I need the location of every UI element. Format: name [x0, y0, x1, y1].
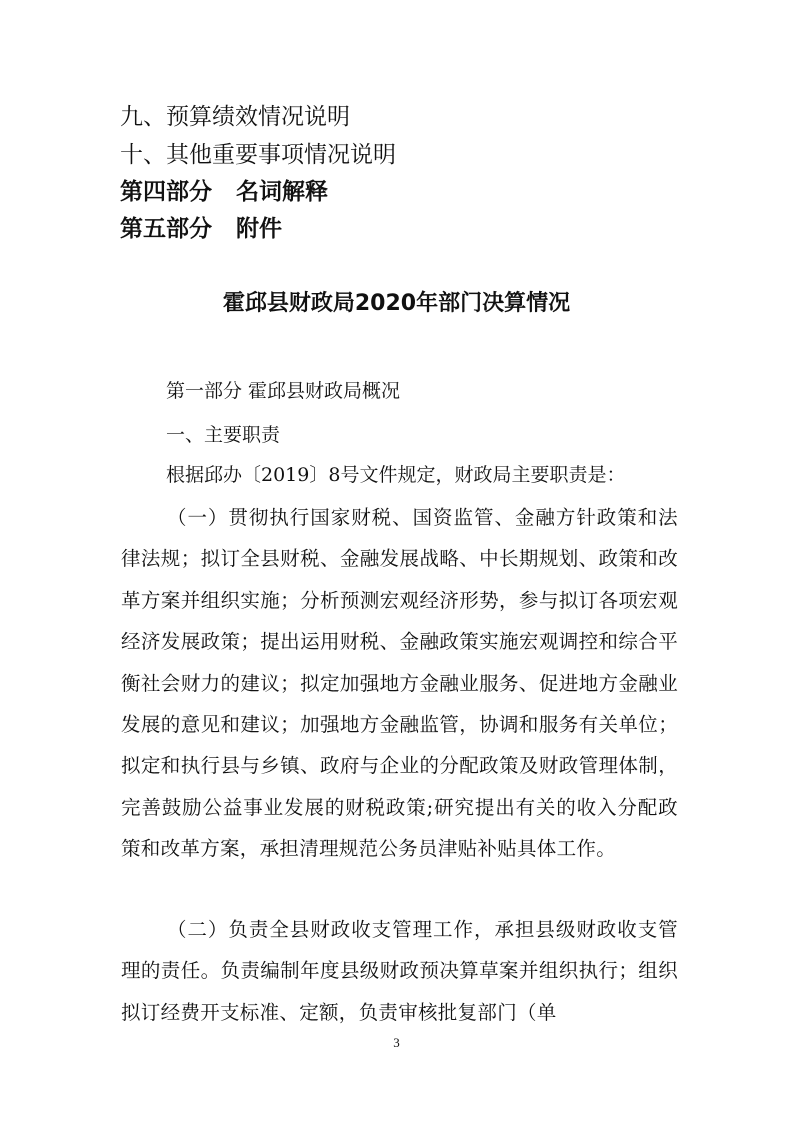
section-1-heading: 一、主要职责	[166, 424, 281, 446]
toc-part-5-label: 第五部分	[120, 216, 212, 242]
page-number: 3	[393, 1035, 400, 1050]
toc-item-10: 十、其他重要事项情况说明	[120, 142, 396, 168]
document-title: 霍邱县财政局2020年部门决算情况	[222, 291, 571, 316]
toc-part-4-label: 第四部分	[120, 179, 212, 205]
duty-1-paragraph: （一）贯彻执行国家财税、国资监管、金融方针政策和法律法规；拟订全县财税、金融发展战略、中长期规划、政策和改革方案并组织实施；分析预测宏观经济形势，参与拟订各项宏观经济发展政策；提出运用财税、金融政策实施宏观调控和综合平衡社会财力的建议；拟定加强地方金融业服务、促进地方金融业发展的意见和建议；加强地方金融监管，协调和服务有关单位；拟定和执行县与乡镇、政府与企业的分配政策及财政管理体制，完善鼓励公益事业发展的财税政策;研究提出有关的收入分配政策和改革方案，承担清理规范公务员津贴补贴具体工作。	[121, 506, 678, 861]
toc-part-4-title: 名词解释	[236, 179, 328, 205]
toc-part-4	[120, 177, 328, 207]
basis-paragraph: 根据邱办〔2019〕8号文件规定，财政局主要职责是：	[166, 464, 626, 486]
toc-item-9: 九、预算绩效情况说明	[120, 104, 350, 130]
duty-2-paragraph: （二）负责全县财政收支管理工作，承担县级财政收支管理的责任。负责编制年度县级财政预决算草案并组织执行；组织拟订经费开支标准、定额，负责审核批复部门（单	[121, 918, 678, 1024]
toc-part-5-title: 附件	[236, 216, 282, 242]
part-1-heading: 第一部分 霍邱县财政局概况	[166, 380, 401, 402]
toc-part-5	[120, 214, 282, 244]
